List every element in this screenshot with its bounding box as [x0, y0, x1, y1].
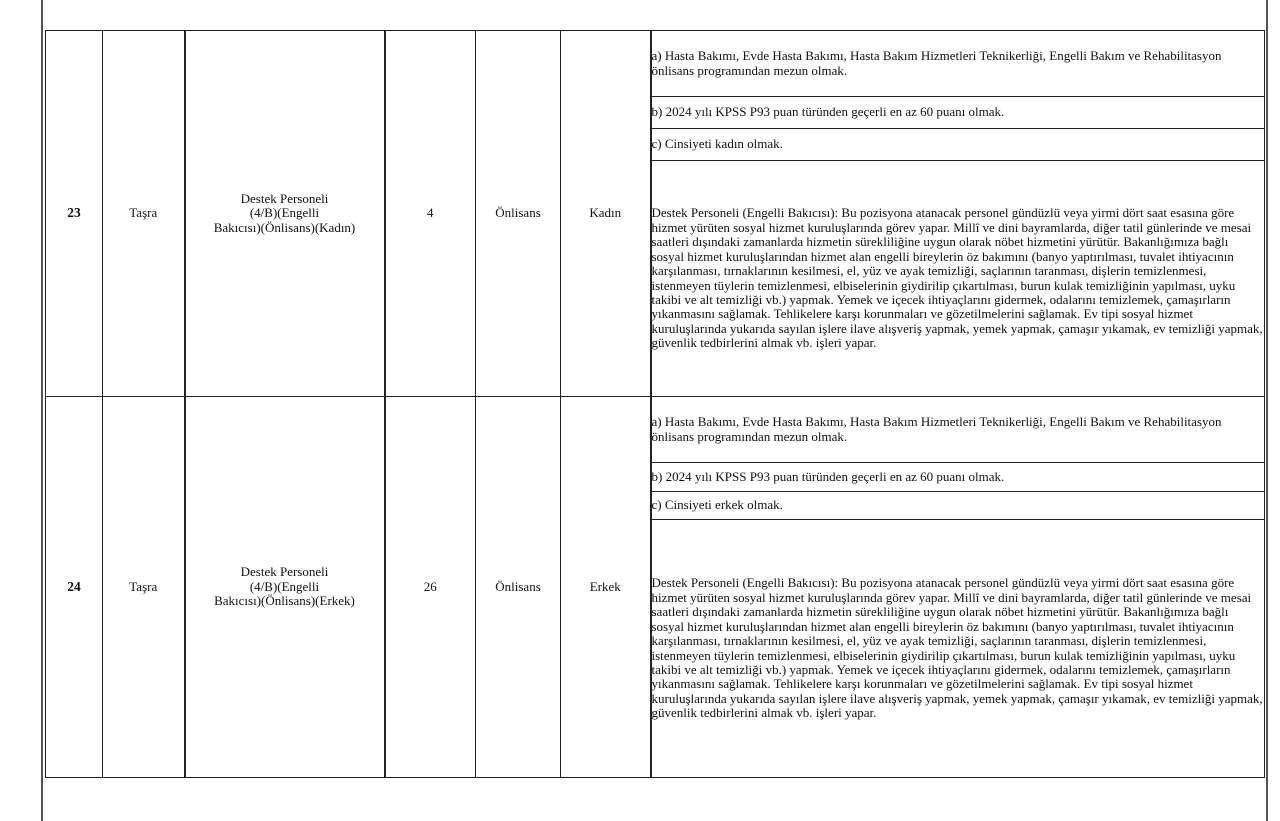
title-line: Bakıcısı)(Önlisans)(Kadın)	[213, 219, 356, 235]
job-description: Destek Personeli (Engelli Bakıcısı): Bu pozisyona atanacak personel gündüzlü veya yirmi dört saat esasına göre hizmet yürüten sosyal hizmet kuruluşlarında görev yapar. Millî ve dini bayramlarda, diğer tatil günlerinde ve mesai saatleri dışındaki zamanlarda hizmetin sürekliliğine uygun olarak nöbet hizmetini yürütür. Bakanlığımıza bağlı sosyal hizmet kuruluşlarından hizmet alan engelli bireylerin öz bakımını (banyo yaptırılması, tuvalet ihtiyacının karşılanması, tırnaklarının kesilmesi, el, yüz ve ayak temizliği, saçlarının taranması, dişlerin temizlenmesi, istenmeyen tüylerin temizlenmesi, elbiselerinin giydirilip çıkartılması, burun kulak temizliğinin yapılması, uyku takibi ve alt temizliği vb.) yapmak. Yemek ve içecek ihtiyaçlarını gidermek, odalarını temizlemek, çamaşırların yıkanmasını sağlamak. Tehlikelere karşı korunmaları ve gözetilmelerini sağlamak. Ev tipi sosyal hizmet kuruluşlarında yukarıda sayılan işlere ilave alışveriş yapmak, yemek yapmak, çamaşır yıkamak, ev temizliği yapmak, güvenlik tedbirlerini almak vb. işleri yapar.	[651, 520, 1265, 778]
page-left-border	[41, 0, 43, 821]
job-description: Destek Personeli (Engelli Bakıcısı): Bu pozisyona atanacak personel gündüzlü veya yirmi dört saat esasına göre hizmet yürüten sosyal hizmet kuruluşlarında görev yapar. Millî ve dini bayramlarda, diğer tatil günlerinde ve mesai saatleri dışındaki zamanlarda hizmetin sürekliliğine uygun olarak nöbet hizmetini yürütür. Bakanlığımıza bağlı sosyal hizmet kuruluşlarından hizmet alan engelli bireylerin öz bakımını (banyo yaptırılması, tuvalet ihtiyacının karşılanması, tırnaklarının kesilmesi, el, yüz ve ayak temizliği, saçlarının taranması, dişlerin temizlenmesi, istenmeyen tüylerin temizlenmesi, elbiselerinin giydirilip çıkartılması, burun kulak temizliğinin yapılması, uyku takibi ve alt temizliği vb.) yapmak. Yemek ve içecek ihtiyaçlarını gidermek, odalarını temizlemek, çamaşırların yıkanmasını sağlamak. Tehlikelere karşı korunmaları ve gözetilmelerini sağlamak. Ev tipi sosyal hizmet kuruluşlarında yukarıda sayılan işlere ilave alışveriş yapmak, yemek yapmak, çamaşır yıkamak, ev temizliği yapmak, güvenlik tedbirlerini almak vb. işleri yapar.	[651, 161, 1265, 397]
criteria-item: a) Hasta Bakımı, Evde Hasta Bakımı, Hasta Bakım Hizmetleri Teknikerliği, Engelli Bakım ve Rehabilitasyon önlisans programından mezun olmak.	[651, 397, 1265, 463]
position-count: 26	[385, 397, 476, 778]
title-line: (4/B)(Engelli	[249, 578, 320, 594]
education-level: Önlisans	[476, 397, 561, 778]
criteria-item: c) Cinsiyeti erkek olmak.	[651, 492, 1265, 520]
criteria-item: b) 2024 yılı KPSS P93 puan türünden geçerli en az 60 puanı olmak.	[651, 97, 1265, 129]
page-right-border	[1266, 0, 1268, 821]
position-title	[185, 31, 385, 397]
location-cell: Taşra	[103, 397, 185, 778]
position-count: 4	[385, 31, 476, 397]
title-line: Destek Personeli	[240, 190, 329, 206]
location-cell: Taşra	[103, 31, 185, 397]
position-title	[185, 397, 385, 778]
criteria-item: b) 2024 yılı KPSS P93 puan türünden geçerli en az 60 puanı olmak.	[651, 463, 1265, 492]
criteria-item: a) Hasta Bakımı, Evde Hasta Bakımı, Hasta Bakım Hizmetleri Teknikerliği, Engelli Bakım ve Rehabilitasyon önlisans programından mezun olmak.	[651, 31, 1265, 97]
gender-cell: Erkek	[561, 397, 651, 778]
title-line: (4/B)(Engelli	[249, 205, 320, 221]
position-table	[45, 30, 1265, 778]
title-line: Destek Personeli	[240, 564, 329, 580]
row-number: 23	[46, 31, 103, 397]
title-line: Bakıcısı)(Önlisans)(Erkek)	[214, 593, 355, 609]
education-level: Önlisans	[476, 31, 561, 397]
row-number: 24	[46, 397, 103, 778]
criteria-item: c) Cinsiyeti kadın olmak.	[651, 129, 1265, 161]
table-row-24	[46, 397, 1265, 463]
table-row-23	[46, 31, 1265, 97]
gender-cell: Kadın	[561, 31, 651, 397]
